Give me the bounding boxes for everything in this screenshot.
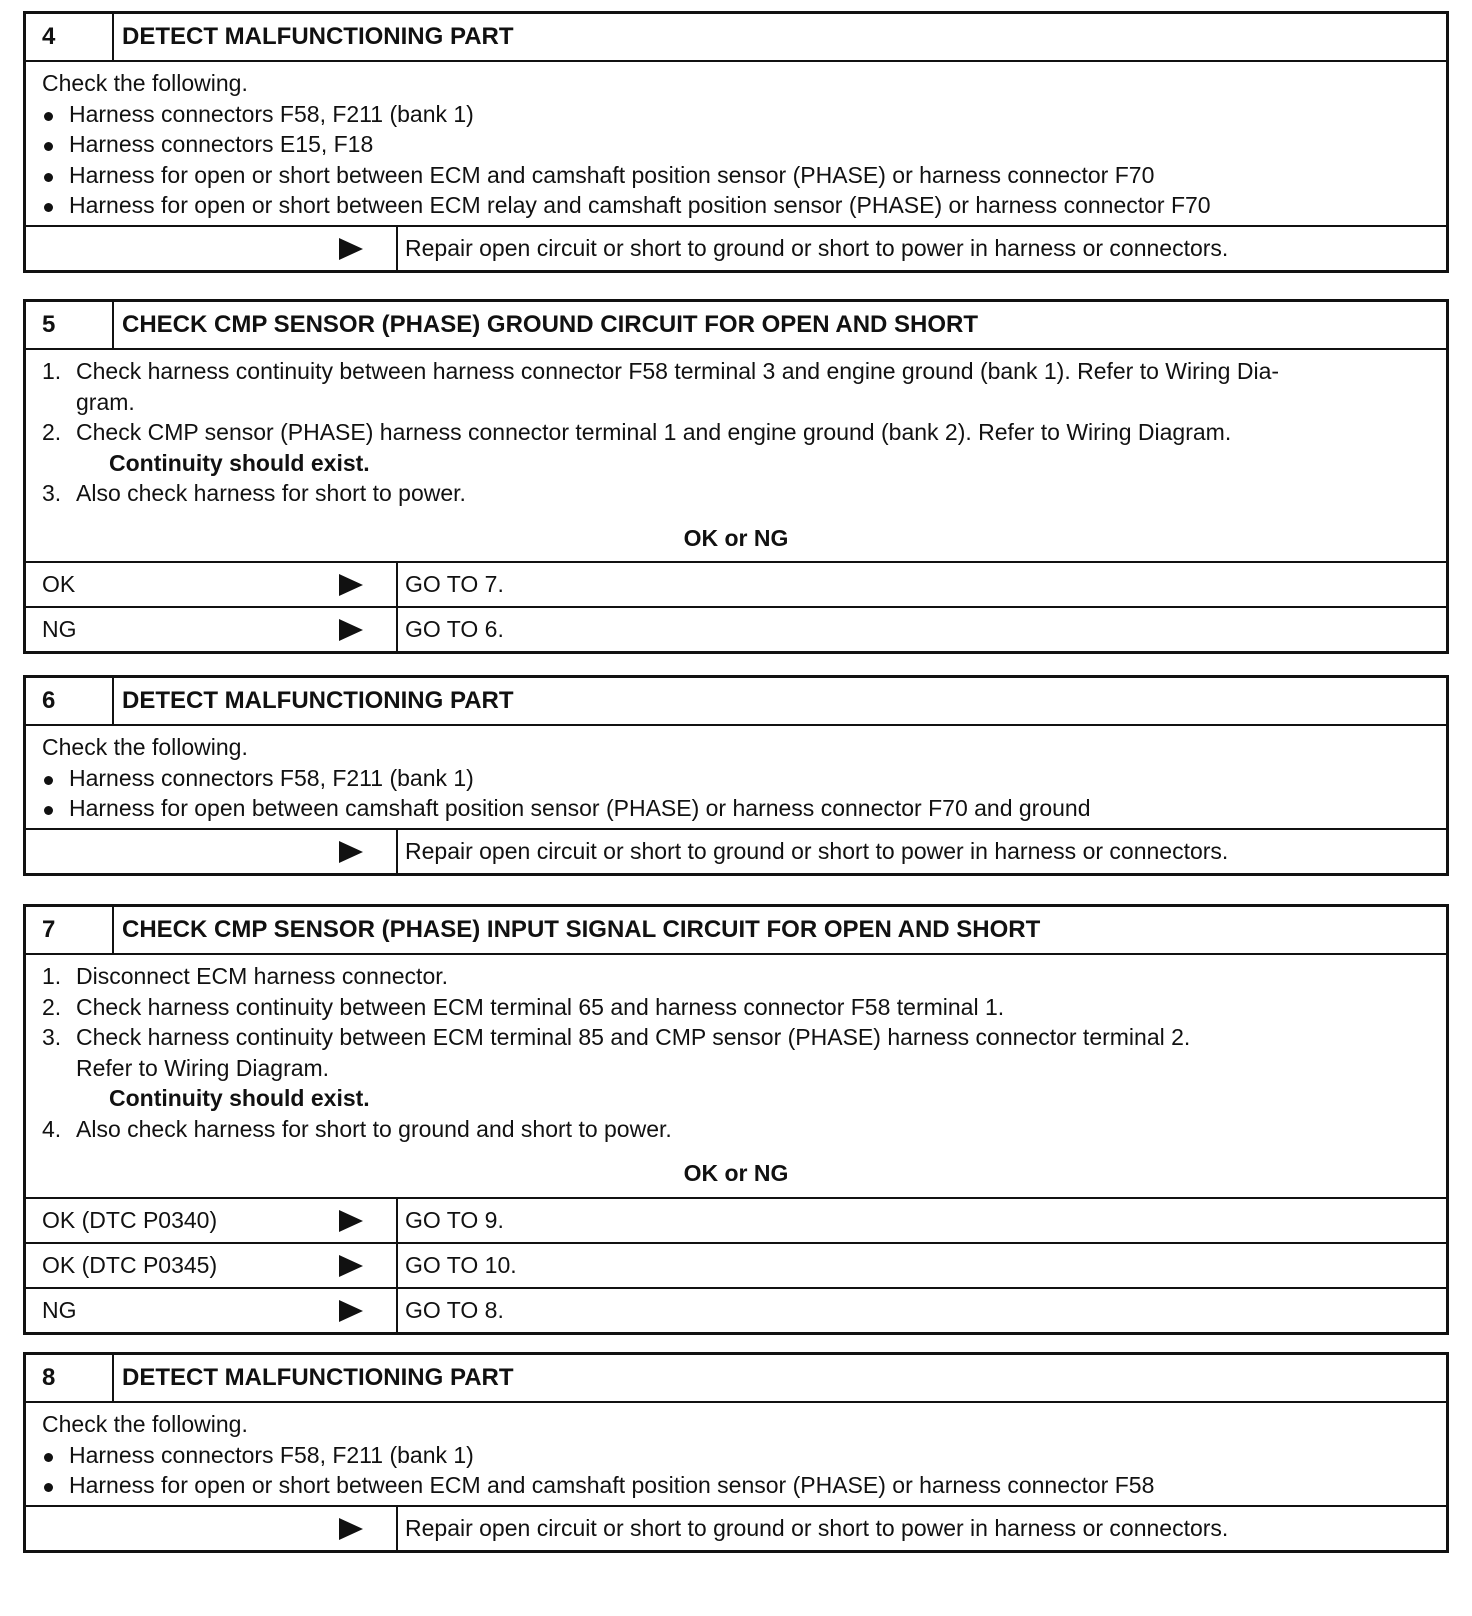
step-8-box	[23, 1352, 1449, 1553]
step-body	[26, 955, 1446, 1197]
action-text: GO TO 7.	[396, 563, 1446, 606]
step-number: 4	[26, 14, 114, 60]
condition-cell	[26, 1199, 396, 1242]
intro-text: Check the following.	[42, 734, 248, 760]
condition-text: OK	[42, 571, 76, 597]
numbered-item	[42, 417, 1430, 448]
step-7-box	[23, 904, 1449, 1335]
step-header	[26, 907, 1446, 955]
numbered-item	[42, 961, 1430, 992]
step-header	[26, 1355, 1446, 1403]
result-row	[26, 606, 1446, 651]
arrow-right-icon	[339, 238, 363, 260]
condition-cell	[26, 608, 396, 651]
action-row	[26, 225, 1446, 270]
item-number: 1.	[42, 963, 62, 989]
step-4-box	[23, 11, 1449, 273]
step-6-box	[23, 675, 1449, 876]
numbered-item	[42, 356, 1430, 387]
ok-or-ng-label: OK or NG	[683, 1160, 789, 1186]
arrow-right-icon	[339, 574, 363, 596]
item-number: 3.	[42, 1024, 62, 1050]
arrow-right-icon	[339, 1210, 363, 1232]
result-row	[26, 1287, 1446, 1332]
bullet-item: Harness connectors F58, F211 (bank 1)	[42, 763, 1430, 794]
step-title: CHECK CMP SENSOR (PHASE) GROUND CIRCUIT FOR OPEN AND SHORT	[122, 311, 979, 338]
step-number: 7	[26, 907, 114, 953]
step-body	[26, 726, 1446, 828]
item-number: 2.	[42, 419, 62, 445]
bullet-item: Harness connectors F58, F211 (bank 1)	[42, 99, 1430, 130]
condition-text: OK (DTC P0340)	[42, 1206, 218, 1233]
action-text: GO TO 10.	[396, 1244, 1446, 1287]
condition-text: OK (DTC P0345)	[42, 1251, 218, 1278]
item-number: 1.	[42, 358, 62, 384]
action-text: GO TO 8.	[396, 1289, 1446, 1332]
intro-text: Check the following.	[42, 1411, 248, 1437]
step-header	[26, 678, 1446, 726]
result-row	[26, 561, 1446, 606]
item-text: Check harness continuity between harness connector F58 terminal 3 and engine ground (bank 1). Refer to Wiring Dia-	[76, 358, 1280, 384]
condition-cell	[26, 227, 396, 270]
arrow-right-icon	[339, 1255, 363, 1277]
bullet-item: Harness for open between camshaft position sensor (PHASE) or harness connector F70 and ground	[42, 793, 1430, 824]
bullet-item: Harness for open or short between ECM and camshaft position sensor (PHASE) or harness connector F58	[42, 1470, 1430, 1501]
action-text: Repair open circuit or short to ground or short to power in harness or connectors.	[396, 830, 1446, 873]
numbered-item	[42, 992, 1430, 1023]
arrow-right-icon	[339, 841, 363, 863]
numbered-item	[42, 1114, 1430, 1145]
item-number: 2.	[42, 993, 62, 1020]
condition-cell	[26, 1244, 396, 1287]
arrow-right-icon	[339, 619, 363, 641]
action-row	[26, 1505, 1446, 1550]
bullet-item: Harness connectors E15, F18	[42, 129, 1430, 160]
condition-text: NG	[42, 616, 77, 642]
arrow-right-icon	[339, 1300, 363, 1322]
item-text: Check harness continuity between ECM terminal 65 and harness connector F58 terminal 1.	[76, 993, 1005, 1020]
step-body	[26, 62, 1446, 225]
condition-text: NG	[42, 1296, 77, 1323]
step-5-box	[23, 299, 1449, 654]
item-text: Disconnect ECM harness connector.	[76, 963, 449, 989]
action-text: Repair open circuit or short to ground or short to power in harness or connectors.	[396, 1507, 1446, 1550]
item-continuation: gram.	[76, 388, 135, 415]
step-body	[26, 350, 1446, 561]
numbered-item	[42, 478, 1430, 509]
item-text: Also check harness for short to power.	[76, 480, 466, 506]
item-text: Check harness continuity between ECM terminal 85 and CMP sensor (PHASE) harness connector terminal 2.	[76, 1024, 1191, 1050]
item-text: Also check harness for short to ground and short to power.	[76, 1115, 672, 1142]
step-title: DETECT MALFUNCTIONING PART	[122, 687, 514, 714]
step-number: 5	[26, 302, 114, 348]
action-text: GO TO 9.	[396, 1199, 1446, 1242]
action-text: GO TO 6.	[396, 608, 1446, 651]
continuity-note: Continuity should exist.	[109, 1085, 370, 1111]
condition-cell	[26, 563, 396, 606]
step-title: CHECK CMP SENSOR (PHASE) INPUT SIGNAL CIRCUIT FOR OPEN AND SHORT	[122, 916, 1041, 943]
step-header	[26, 302, 1446, 350]
action-row	[26, 828, 1446, 873]
item-number: 4.	[42, 1115, 62, 1142]
bullet-item: Harness connectors F58, F211 (bank 1)	[42, 1440, 1430, 1471]
step-number: 8	[26, 1355, 114, 1401]
step-number: 6	[26, 678, 114, 724]
numbered-item	[42, 1022, 1430, 1053]
item-text: Check CMP sensor (PHASE) harness connector terminal 1 and engine ground (bank 2). Refer to Wiring Diagram.	[76, 419, 1232, 445]
continuity-note: Continuity should exist.	[109, 449, 370, 476]
item-number: 3.	[42, 480, 62, 506]
step-title: DETECT MALFUNCTIONING PART	[122, 23, 514, 50]
step-body	[26, 1403, 1446, 1505]
step-title: DETECT MALFUNCTIONING PART	[122, 1364, 514, 1391]
arrow-right-icon	[339, 1518, 363, 1540]
condition-cell	[26, 830, 396, 873]
bullet-item: Harness for open or short between ECM relay and camshaft position sensor (PHASE) or harness connector F70	[42, 190, 1430, 221]
result-row	[26, 1197, 1446, 1242]
item-continuation: Refer to Wiring Diagram.	[76, 1054, 330, 1081]
step-header	[26, 14, 1446, 62]
ok-or-ng-label: OK or NG	[683, 524, 789, 551]
bullet-item: Harness for open or short between ECM and camshaft position sensor (PHASE) or harness connector F70	[42, 160, 1430, 191]
intro-text: Check the following.	[42, 70, 248, 96]
action-text: Repair open circuit or short to ground or short to power in harness or connectors.	[396, 227, 1446, 270]
condition-cell	[26, 1507, 396, 1550]
result-row	[26, 1242, 1446, 1287]
condition-cell	[26, 1289, 396, 1332]
